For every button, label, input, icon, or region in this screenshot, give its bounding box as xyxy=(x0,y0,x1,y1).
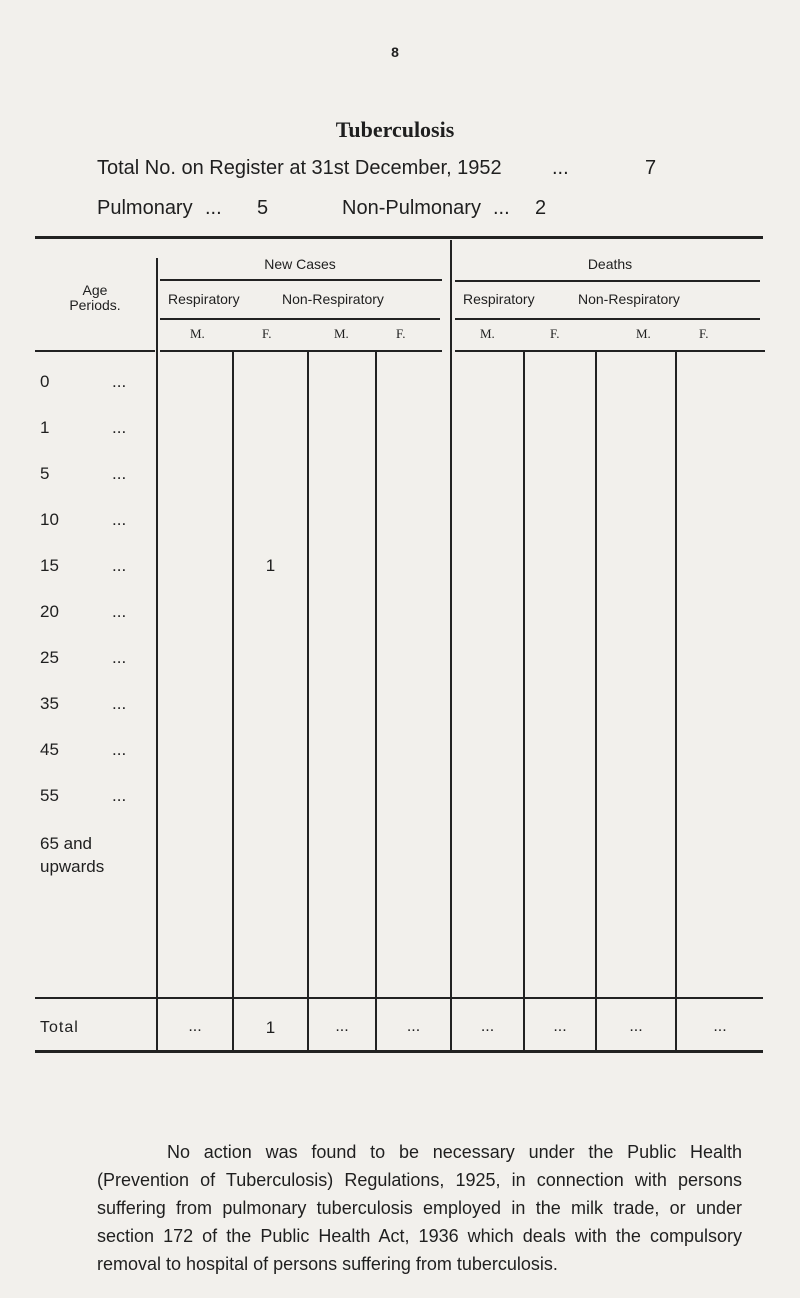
age-row xyxy=(40,740,127,760)
age-value: 55 xyxy=(40,786,59,805)
age-dots: ... xyxy=(112,418,127,437)
new-cases-header: New Cases xyxy=(264,256,336,272)
deaths-sub-rule xyxy=(455,318,760,320)
age-row xyxy=(40,648,127,668)
age-value: 45 xyxy=(40,740,59,759)
age-value: 15 xyxy=(40,556,59,575)
new-respiratory-header: Respiratory xyxy=(168,291,240,307)
new-cases-rule xyxy=(160,279,442,281)
new-non-respiratory-header: Non-Respiratory xyxy=(282,291,384,307)
row-15-new-resp-f: 1 xyxy=(265,556,276,575)
age-dots: ... xyxy=(112,740,127,759)
table-bottom-rule xyxy=(35,1050,763,1053)
register-line xyxy=(97,157,657,180)
age-dots: ... xyxy=(112,786,127,805)
total-new-resp-f: 1 xyxy=(265,1018,276,1037)
total-top-rule xyxy=(35,997,763,999)
age-row xyxy=(40,464,127,484)
pulmonary-label: Pulmonary xyxy=(97,197,193,219)
age-value: 1 xyxy=(40,418,50,437)
new-cases-body-rule xyxy=(160,350,442,352)
total-new-resp-m: ... xyxy=(188,1018,202,1035)
age-header-line-1: Age xyxy=(82,282,108,298)
age-row xyxy=(40,786,127,806)
age-dots: ... xyxy=(112,372,127,391)
total-deaths-resp-m: ... xyxy=(480,1018,495,1035)
new-nonresp-f: F. xyxy=(396,326,406,341)
age-dots: ... xyxy=(112,510,127,529)
deaths-body-rule xyxy=(455,350,765,352)
age-header-line-2: Periods. xyxy=(69,297,121,313)
age-dots: ... xyxy=(112,556,127,575)
age-row xyxy=(40,418,127,438)
total-new-nonresp-f: ... xyxy=(406,1018,421,1035)
page-title: Tuberculosis xyxy=(335,117,455,142)
age-value: 10 xyxy=(40,510,59,529)
age-dots: ... xyxy=(112,648,127,667)
age-row xyxy=(40,694,127,714)
new-resp-f: F. xyxy=(262,326,272,341)
page-number: 8 xyxy=(391,44,399,60)
col-rule-4 xyxy=(523,352,525,1050)
age-header-rule xyxy=(35,350,155,352)
body-paragraph xyxy=(97,1138,742,1278)
age-value: 25 xyxy=(40,648,59,667)
non-pulmonary-dots: ... xyxy=(493,197,510,219)
deaths-resp-f: F. xyxy=(550,326,560,341)
age-column-rule xyxy=(156,258,158,1050)
deaths-respiratory-header: Respiratory xyxy=(463,291,535,307)
non-pulmonary-value: 2 xyxy=(535,197,547,219)
non-pulmonary-label: Non-Pulmonary xyxy=(342,197,481,219)
total-deaths-resp-f: ... xyxy=(553,1018,567,1035)
age-dots: ... xyxy=(112,602,127,621)
age-value: 20 xyxy=(40,602,59,621)
total-deaths-nonresp-f: ... xyxy=(713,1018,727,1035)
table-top-rule xyxy=(35,236,763,239)
age-row xyxy=(40,602,127,622)
new-cases-sub-rule xyxy=(160,318,440,320)
age-row xyxy=(40,510,127,530)
age-header xyxy=(35,283,155,313)
total-new-nonresp-m: ... xyxy=(335,1018,349,1035)
age-row xyxy=(40,372,127,392)
pulmonary-value: 5 xyxy=(257,197,269,219)
new-nonresp-m: M. xyxy=(334,326,349,341)
new-resp-m: M. xyxy=(190,326,205,341)
register-dots: ... xyxy=(552,157,569,179)
age-dots: ... xyxy=(112,464,127,483)
age-value-continued: upwards xyxy=(40,857,105,876)
age-value: 65 and xyxy=(40,834,92,853)
age-value: 35 xyxy=(40,694,59,713)
deaths-rule xyxy=(455,280,760,282)
age-value: 0 xyxy=(40,372,50,391)
deaths-nonresp-f: F. xyxy=(699,326,709,341)
age-value: 5 xyxy=(40,464,50,483)
deaths-non-respiratory-header: Non-Respiratory xyxy=(578,291,680,307)
total-label: Total xyxy=(40,1019,79,1036)
age-row xyxy=(40,832,104,878)
col-rule-3 xyxy=(375,352,377,1050)
total-deaths-nonresp-m: ... xyxy=(629,1018,643,1035)
col-rule-1 xyxy=(232,352,234,1050)
age-dots: ... xyxy=(112,694,127,713)
col-rule-5 xyxy=(595,352,597,1050)
deaths-header: Deaths xyxy=(587,256,633,272)
deaths-nonresp-m: M. xyxy=(636,326,651,341)
deaths-resp-m: M. xyxy=(480,326,495,341)
register-label: Total No. on Register at 31st December, 1952 xyxy=(97,157,502,179)
group-divider-rule xyxy=(450,240,452,1050)
col-rule-6 xyxy=(675,352,677,1050)
pulmonary-dots: ... xyxy=(205,197,222,219)
col-rule-2 xyxy=(307,352,309,1050)
paragraph-text: No action was found to be necessary under the Public Health (Prevention of Tuberculosis) Regulations, 1925, in connection with persons suffering from pulmonary tuberculosis employed in the milk trade, or under section 172 of the Public Health Act, 1936 which deals with the compulsory removal to hospital of persons suffering from tuberculosis. xyxy=(97,1142,742,1274)
register-value: 7 xyxy=(645,157,657,179)
age-row xyxy=(40,556,127,576)
